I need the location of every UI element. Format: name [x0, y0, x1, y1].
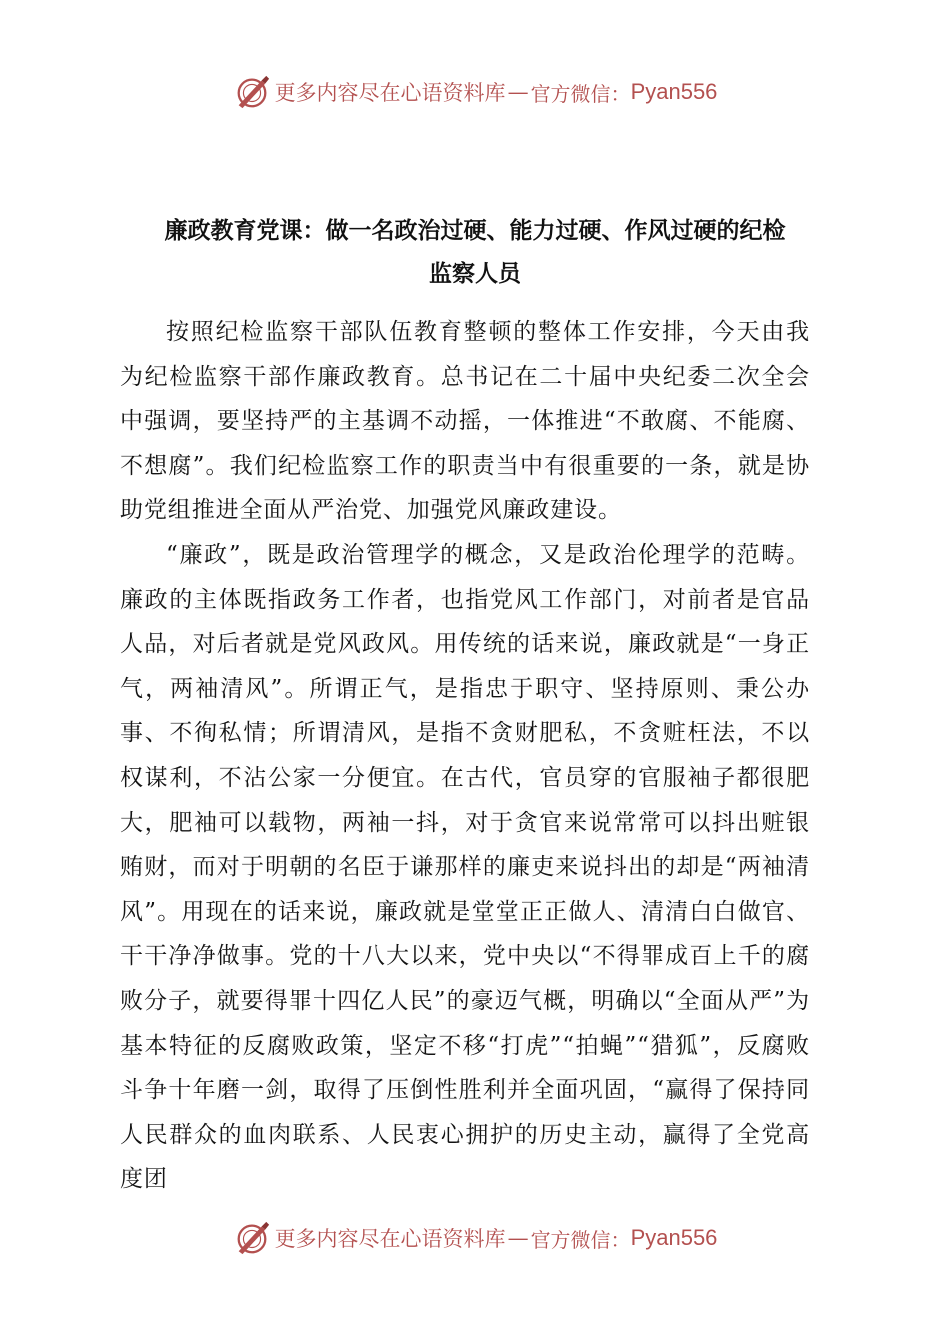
- banner-text: 更多内容尽在心语资料库: [274, 81, 506, 105]
- banner-dash: —: [507, 80, 529, 104]
- document-body: [120, 310, 810, 1202]
- banner-text: 更多内容尽在心语资料库: [274, 1227, 506, 1251]
- pen-circle-logo-icon: [233, 1219, 271, 1257]
- pen-circle-logo-icon: [233, 73, 271, 111]
- document-title: [110, 210, 840, 296]
- footer-banner: [0, 1216, 950, 1260]
- banner-dash: —: [507, 1226, 529, 1250]
- header-banner: [0, 70, 950, 114]
- banner-wechat-id: Pyan556: [630, 1225, 718, 1250]
- banner-wechat-label: 官方微信：: [530, 1227, 631, 1252]
- paragraph-2: “廉政”，既是政治管理学的概念，又是政治伦理学的范畴。廉政的主体既指政务工作者，也指党风工作部门，对前者是官品人品，对后者就是党风政风。用传统的话来说，廉政就是“一身正气，两袖清风”。所谓正气，是指忠于职守、坚持原则、秉公办事、不徇私情；所谓清风，是指不贪财肥私，不贪赃枉法，不以权谋利，不沾公家一分便宜。在古代，官员穿的官服袖子都很肥大，肥袖可以载物，两袖一抖，对于贪官来说常常可以抖出赃银贿财，而对于明朝的名臣于谦那样的廉吏来说抖出的却是“两袖清风”。用现在的话来说，廉政就是堂堂正正做人、清清白白做官、干干净净做事。党的十八大以来，党中央以“不得罪成百上千的腐败分子，就要得罪十四亿人民”的豪迈气概，明确以“全面从严”为基本特征的反腐败政策，坚定不移“打虎”“拍蝇”“猎狐”，反腐败斗争十年磨一剑，取得了压倒性胜利并全面巩固，“赢得了保持同人民群众的血肉联系、人民衷心拥护的历史主动，赢得了全党高度团: [120, 541, 810, 1193]
- banner-wechat-label: 官方微信：: [530, 81, 631, 106]
- banner-wechat-id: Pyan556: [630, 79, 718, 104]
- title-line-2: 监察人员: [429, 261, 521, 287]
- paragraph-1: 按照纪检监察干部队伍教育整顿的整体工作安排，今天由我为纪检监察干部作廉政教育。总书记在二十届中央纪委二次全会中强调，要坚持严的主基调不动摇，一体推进“不敢腐、不能腐、不想腐”。我们纪检监察工作的职责当中有很重要的一条，就是协助党组推进全面从严治党、加强党风廉政建设。: [120, 319, 810, 524]
- title-line-1: 廉政教育党课：做一名政治过硬、能力过硬、作风过硬的纪检: [164, 218, 786, 244]
